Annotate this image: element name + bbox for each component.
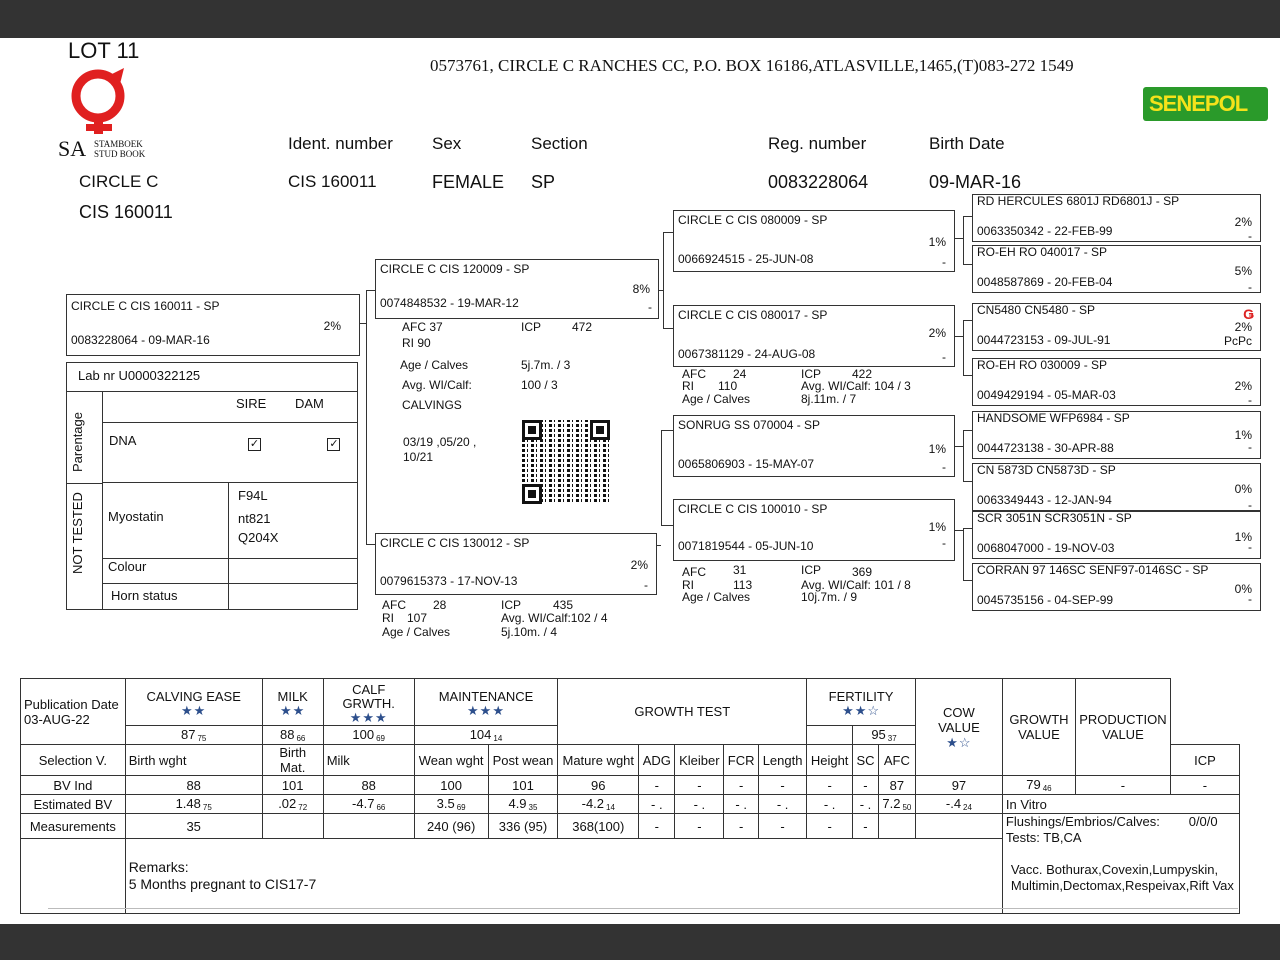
gd2-afc: 31 (733, 563, 747, 577)
sire-afc: AFC 37 (402, 320, 443, 334)
bv-bv_ind-3: 100 (414, 776, 488, 795)
gen3-3-reg: 0049429194 - 05-MAR-03 (977, 388, 1116, 402)
col-mature-wght: Mature wght (558, 745, 639, 776)
dna-label: DNA (109, 433, 137, 448)
birth-label: Birth Date (929, 134, 1005, 153)
gen3-3-dash: - (1248, 393, 1252, 407)
breeder-line: 0573761, CIRCLE C RANCHES CC, P.O. BOX 16186,ATLASVILLE,1465,(T)083-272 1549 (430, 56, 1074, 75)
gen3-3-pct: 2% (1234, 379, 1252, 393)
bv-meas-2 (323, 814, 414, 839)
bv-est-5: 66 (376, 803, 386, 812)
maint-sel (414, 726, 558, 745)
lot-label: LOT 11 (68, 38, 140, 63)
self_box-name: CIRCLE C CIS 160011 - SP (71, 299, 220, 313)
sire-pedigree-box (375, 259, 659, 319)
dam-age: 5j.10m. / 4 (501, 625, 558, 639)
sire-icp: 472 (572, 320, 593, 334)
gen2-2-reg: 0065806903 - 15-MAY-07 (678, 457, 815, 471)
not-tested-label: NOT TESTED (70, 492, 85, 574)
gen3-box-6 (972, 463, 1261, 511)
senepol-logo (1143, 87, 1268, 121)
sa-studbook-logo (58, 66, 158, 162)
top-dark-bar (0, 0, 1280, 38)
cow-value-head (915, 679, 1002, 776)
gd2-afc-label: AFC (682, 565, 706, 579)
reg-value: 0083228064 (768, 172, 869, 192)
gd1-ri-label: RI (682, 379, 694, 393)
gd1-ri: 110 (718, 379, 738, 393)
calving-ease-head (125, 679, 262, 726)
bv-est-8: 4.9 (508, 796, 527, 811)
gen3-0-reg: 0063350342 - 22-FEB-99 (977, 224, 1113, 238)
gen2-0-reg: 0066924515 - 25-JUN-08 (678, 252, 814, 266)
bv-meas-11: - (853, 814, 879, 839)
bv-meas-1 (262, 814, 323, 839)
bv-est-2: .02 (278, 796, 297, 811)
genetics-flag-icon: Ǥ (1243, 306, 1254, 322)
myo-q204x: Q204X (238, 530, 279, 545)
col-wean-wght: Wean wght (414, 745, 488, 776)
dam-dna-checkbox: ✓ (329, 438, 339, 450)
bv-cow_bv_acc: 46 (1042, 784, 1052, 793)
gen2-1-reg: 0067381129 - 24-AUG-08 (678, 347, 816, 361)
bv-sel-maint_acc: 14 (493, 734, 503, 743)
remarks-text: 5 Months pregnant to CIS17-7 (128, 876, 317, 892)
gen3-7-reg: 0045735156 - 04-SEP-99 (977, 593, 1114, 607)
sire-avg-label: Avg. WI/Calf: (402, 378, 472, 392)
gen2-3-name: CIRCLE C CIS 100010 - SP (678, 502, 828, 516)
bv-est-17: - . (853, 795, 879, 814)
gen3-0-pct: 2% (1234, 215, 1252, 229)
birth-value: 09-MAR-16 (929, 172, 1022, 192)
parentage-label: Parentage (70, 412, 85, 472)
bv-bv_ind-0: 88 (125, 776, 262, 795)
bv-pub_date: 03-AUG-22 (24, 711, 90, 727)
bv-est-0: 1.48 (175, 796, 201, 811)
col-post-wean: Post wean (488, 745, 558, 776)
header-logo_stamboek: STAMBOEK (94, 139, 143, 149)
bv-meas-5: 368(100) (558, 814, 639, 839)
gen3-2-name: CN5480 CN5480 - SP (977, 303, 1096, 317)
gd1-afc: 24 (733, 367, 747, 381)
calf-sel (323, 726, 414, 745)
animal-id: CIS 160011 (79, 202, 173, 222)
bv-sel-milk: 88 (280, 727, 295, 742)
col-milk: Milk (323, 745, 414, 776)
in-vitro-label: In Vitro (1002, 795, 1239, 814)
calving-stars-icon: ★★ (181, 703, 207, 718)
gen3-2-reg: 0044723153 - 09-JUL-91 (977, 333, 1111, 347)
dam-afc: 28 (433, 598, 447, 612)
bv-flushings: Flushings/Embrios/Calves: (1005, 814, 1160, 829)
gen2-1-name: CIRCLE C CIS 080017 - SP (678, 308, 828, 322)
bv-meas-13 (915, 814, 1002, 839)
bv-ind-row (21, 776, 1240, 795)
bv-meas-3: 240 (96) (414, 814, 488, 839)
milk-stars-icon: ★★ (280, 703, 306, 718)
gen3-6-reg: 0068047000 - 19-NOV-03 (977, 541, 1115, 555)
female-symbol-icon (58, 66, 158, 138)
production-value-head: PRODUCTION VALUE (1075, 679, 1170, 776)
bv-est-1: 75 (202, 803, 212, 812)
gen2-1-pct: 2% (928, 326, 946, 340)
qr-code (522, 420, 610, 504)
calf-growth-head (323, 679, 414, 726)
col-birth-mat: Birth Mat. (262, 745, 323, 776)
gd2-ri: 113 (733, 578, 753, 592)
bv-bv_ind-13: 97 (915, 776, 1002, 795)
bv-est-10: -4.2 (581, 796, 605, 811)
gen2-3-reg: 0071819544 - 05-JUN-10 (678, 539, 814, 553)
gen3-6-name: SCR 3051N SCR3051N - SP (977, 511, 1132, 525)
sire-pct: 8% (632, 282, 650, 296)
bv-bv_ind-5: 96 (558, 776, 639, 795)
myo-nt821: nt821 (238, 511, 271, 526)
self_box-reg: 0083228064 - 09-MAR-16 (71, 333, 210, 347)
col-sc: SC (853, 745, 879, 776)
bv-meas-4: 336 (95) (488, 814, 558, 839)
bv-est_label: Estimated BV (21, 795, 126, 814)
bv-meas-10: - (807, 814, 853, 839)
sire-label: SIRE (236, 396, 267, 411)
bv-est-19: 50 (902, 803, 912, 812)
bv-cow_bv: 79 (1026, 777, 1041, 792)
sire-age-label: Age / Calves (400, 358, 469, 372)
col-length: Length (759, 745, 807, 776)
estimated-bv-row (21, 795, 1240, 814)
fert-sel (853, 726, 916, 745)
sex-label: Sex (432, 134, 462, 153)
dam-ri-label: RI (382, 611, 394, 625)
gen3-box-7 (972, 511, 1261, 559)
cow-stars-icon: ★☆ (946, 734, 972, 750)
bv-calving_ease: CALVING EASE (146, 689, 241, 704)
bv-est-4: -4.7 (352, 796, 375, 811)
ident-value: CIS 160011 (288, 172, 377, 191)
bv-meas-7: - (675, 814, 724, 839)
gen3-box-2 (972, 245, 1261, 293)
bv-bv_ind-1: 101 (262, 776, 323, 795)
bv-bv_ind-2: 88 (323, 776, 414, 795)
myo-f94l: F94L (238, 488, 268, 503)
gen3-4-reg: 0044723138 - 30-APR-88 (977, 441, 1114, 455)
bv-est-6: 3.5 (436, 796, 455, 811)
bv-est-18: 7.2 (882, 796, 901, 811)
bv-bv_ind-12: 87 (878, 776, 915, 795)
bv-est-20: -.4 (945, 796, 962, 811)
section-value: SP (531, 172, 556, 192)
gd2-ri-label: RI (682, 578, 694, 592)
gen2-2-pct: 1% (928, 442, 946, 456)
gd1-age: 8j.11m. / 7 (801, 392, 857, 406)
gen3-5-name: CN 5873D CN5873D - SP (977, 463, 1116, 477)
sire-reg: 0074848532 - 19-MAR-12 (380, 296, 519, 310)
bv-flushings_val: 0/0/0 (1188, 814, 1218, 829)
gen3-box-8 (972, 563, 1261, 611)
gen2-2-dash: - (942, 460, 946, 474)
sire-dna-checkbox: ✓ (249, 438, 260, 450)
dam-afc-label: AFC (382, 598, 406, 612)
bv-est-16: - . (807, 795, 853, 814)
dam-pedigree-box (375, 533, 657, 595)
gd2-age: 10j.7m. / 9 (801, 590, 858, 604)
col-fcr: FCR (724, 745, 759, 776)
dam-ri: 107 (407, 611, 428, 625)
bv-meas-0: 35 (125, 814, 262, 839)
bv-meas_label: Measurements (21, 814, 126, 839)
gd2-avg: Avg. WI/Calf: 101 / 8 (801, 578, 911, 592)
gen3-1-name: RO-EH RO 040017 - SP (977, 245, 1108, 259)
bv-sel-milk_acc: 66 (296, 734, 306, 743)
bv-est-15: - . (759, 795, 807, 814)
bv-sel-calving_acc: 75 (197, 734, 207, 743)
bv-est-13: - . (675, 795, 724, 814)
header-logo_studbook: STUD BOOK (94, 149, 146, 159)
header-logo_sa: SA (58, 136, 87, 161)
gd2-icp-label: ICP (801, 563, 822, 577)
calf-stars-icon: ★★★ (349, 710, 388, 725)
bv-fertility: FERTILITY (828, 689, 894, 704)
bv-tests: Tests: TB,CA (1005, 830, 1082, 845)
bv-est-3: 72 (298, 803, 308, 812)
sire-name: CIRCLE C CIS 120009 - SP (380, 262, 530, 276)
bv-pub_label: Publication Date (24, 696, 119, 712)
gen3-0-name: RD HERCULES 6801J RD6801J - SP (977, 194, 1180, 208)
maint-stars-icon: ★★★ (467, 703, 505, 718)
bv-meas-12 (878, 814, 915, 839)
grandsire-paternal-box (673, 210, 955, 272)
bv-meas-6: - (639, 814, 675, 839)
bv-bv_ind-11: - (853, 776, 879, 795)
gen3-1-reg: 0048587869 - 20-FEB-04 (977, 275, 1113, 289)
gen3-7-name: CORRAN 97 146SC SENF97-0146SC - SP (977, 563, 1209, 577)
calvings-dates: 03/19 ,05/20 , 10/21 (403, 435, 477, 464)
fertility-head (807, 679, 916, 726)
sire-dash: - (648, 300, 652, 314)
gen3-6-pct: 1% (1234, 530, 1252, 544)
bv-sel-calf_acc: 69 (376, 734, 385, 743)
gen2-0-name: CIRCLE C CIS 080009 - SP (678, 213, 828, 227)
ident-label: Ident. number (288, 134, 393, 153)
sire-ri: RI 90 (402, 336, 431, 350)
bv-meas-8: - (724, 814, 759, 839)
bv-bv_ind-7: - (675, 776, 724, 795)
self-pedigree-box (66, 294, 360, 356)
col-kleiber: Kleiber (675, 745, 724, 776)
remarks-label: Remarks: (128, 859, 189, 875)
sex-value: FEMALE (432, 172, 505, 192)
lab-number: Lab nr U0000322125 (78, 368, 201, 383)
bv-est-7: 69 (456, 803, 466, 812)
bv-milk: MILK (277, 689, 308, 704)
gd1-avg: Avg. WI/Calf: 104 / 3 (801, 379, 911, 393)
bv-meas-9: - (759, 814, 807, 839)
sire-age: 5j.7m. / 3 (521, 358, 571, 372)
measurements-row (21, 814, 1240, 839)
dam-reg: 0079615373 - 17-NOV-13 (380, 574, 518, 588)
gen3-5-reg: 0063349443 - 12-JAN-94 (977, 493, 1112, 507)
bottom-dark-bar (0, 924, 1280, 960)
dam-name: CIRCLE C CIS 130012 - SP (380, 536, 530, 550)
gen3-7-pct: 0% (1234, 582, 1252, 596)
horn-label: Horn status (111, 588, 178, 603)
gd1-icp-label: ICP (801, 367, 822, 381)
dam-pct: 2% (630, 558, 648, 572)
gen2-3-pct: 1% (928, 520, 946, 534)
bv-est-14: - . (724, 795, 759, 814)
calvings-label: CALVINGS (402, 398, 462, 412)
gen3-box-4 (972, 358, 1261, 406)
gd2-icp: 369 (852, 565, 873, 579)
bv-bv_ind-4: 101 (488, 776, 558, 795)
gen3-4-dash: - (1248, 440, 1252, 454)
bv-est-9: 35 (528, 803, 538, 812)
calving-sel (125, 726, 262, 745)
gen2-3-dash: - (942, 536, 946, 550)
sire-icp-label: ICP (521, 320, 542, 334)
bv-bv_ind-6: - (639, 776, 675, 795)
granddam-paternal-box (673, 305, 955, 367)
colour-label: Colour (108, 559, 147, 574)
publication-cell (21, 679, 126, 745)
gen3-0-dash: - (1248, 229, 1252, 243)
bv-sel-maint: 104 (469, 727, 492, 742)
myostatin-label: Myostatin (108, 509, 164, 524)
bv-est-11: 14 (606, 803, 615, 812)
bv-est-21: 24 (963, 803, 972, 812)
gen2-1-dash: - (942, 350, 946, 364)
gen2-2-name: SONRUG SS 070004 - SP (678, 418, 821, 432)
gen3-4-name: HANDSOME WFP6984 - SP (977, 411, 1130, 425)
selection-label: Selection V. (21, 745, 126, 776)
gen3-5-dash: - (1248, 498, 1252, 512)
col-afc: AFC (878, 745, 915, 776)
dam-dash: - (644, 578, 648, 592)
dam-icp: 435 (553, 598, 574, 612)
gen3-2-dash: PcPc (1223, 334, 1252, 348)
gd1-age-label: Age / Calves (682, 392, 751, 406)
maintenance-head (414, 679, 558, 726)
bv-sel-calf: 100 (352, 727, 375, 742)
gen3-box-5 (972, 411, 1261, 459)
bv-sel-fert_acc: 37 (887, 734, 897, 743)
bv-vacc: Vacc. Bothurax,Covexin,Lumpyskin, Multimin,Dectomax,Respeivax,Rift Vax (1010, 862, 1234, 893)
gen3-1-dash: - (1248, 280, 1252, 294)
col-adg: ADG (639, 745, 675, 776)
bv-maintenance: MAINTENANCE (438, 689, 534, 704)
gen3-7-dash: - (1248, 592, 1252, 606)
gen2-0-pct: 1% (928, 235, 946, 249)
col-birth-wght: Birth wght (125, 745, 262, 776)
sire-avg: 100 / 3 (521, 378, 558, 392)
flushings-cell (1002, 814, 1239, 914)
bv-cow_value: COW VALUE (938, 704, 980, 735)
header-brand_logo: SENEPOL (1149, 91, 1248, 116)
growth-value-head: GROWTH VALUE (1002, 679, 1075, 776)
bv-bv_ind-8: - (724, 776, 759, 795)
section-label: Section (531, 134, 588, 153)
dam-avg: Avg. WI/Calf:102 / 4 (501, 611, 608, 625)
gen3-1-pct: 5% (1234, 264, 1252, 278)
bv-bv_ind-10: - (807, 776, 853, 795)
reg-label: Reg. number (768, 134, 867, 153)
growth-test-head: GROWTH TEST (558, 679, 807, 745)
milk-head (262, 679, 323, 726)
col-height: Height (807, 745, 853, 776)
herd-name: CIRCLE C (79, 172, 159, 191)
dam-label: DAM (295, 396, 324, 411)
bv-bv_ind-9: - (759, 776, 807, 795)
gd2-age-label: Age / Calves (682, 590, 751, 604)
col-icp: ICP (1170, 745, 1239, 776)
breeding-values-table (20, 678, 1240, 914)
bv-sel-calving: 87 (181, 727, 196, 742)
bv-sel-fert: 95 (871, 727, 886, 742)
gen3-6-dash: - (1248, 540, 1252, 554)
gen2-0-dash: - (942, 255, 946, 269)
bv-growth_bv: - (1075, 776, 1170, 795)
bv-calf_growth: CALF GRWTH. (342, 682, 395, 711)
self_box-pct: 2% (323, 319, 341, 333)
dam-icp-label: ICP (501, 598, 522, 612)
bv-est-12: - . (639, 795, 675, 814)
fert-stars-icon: ★★☆ (842, 703, 881, 718)
gen3-2-pct: 2% (1234, 320, 1252, 334)
milk-sel (262, 726, 323, 745)
gen3-box-1 (972, 194, 1261, 242)
granddam-maternal-box (673, 499, 955, 561)
grandsire-maternal-box (673, 415, 955, 477)
gd1-afc-label: AFC (682, 367, 706, 381)
gen3-3-name: RO-EH RO 030009 - SP (977, 358, 1108, 372)
gd1-icp: 422 (852, 367, 873, 381)
bv-bv_ind_label: BV Ind (21, 776, 126, 795)
gen3-5-pct: 0% (1234, 482, 1252, 496)
gen3-4-pct: 1% (1234, 428, 1252, 442)
dam-age-label: Age / Calves (382, 625, 451, 639)
gen3-box-3 (972, 303, 1261, 351)
bv-prod_bv: - (1170, 776, 1239, 795)
